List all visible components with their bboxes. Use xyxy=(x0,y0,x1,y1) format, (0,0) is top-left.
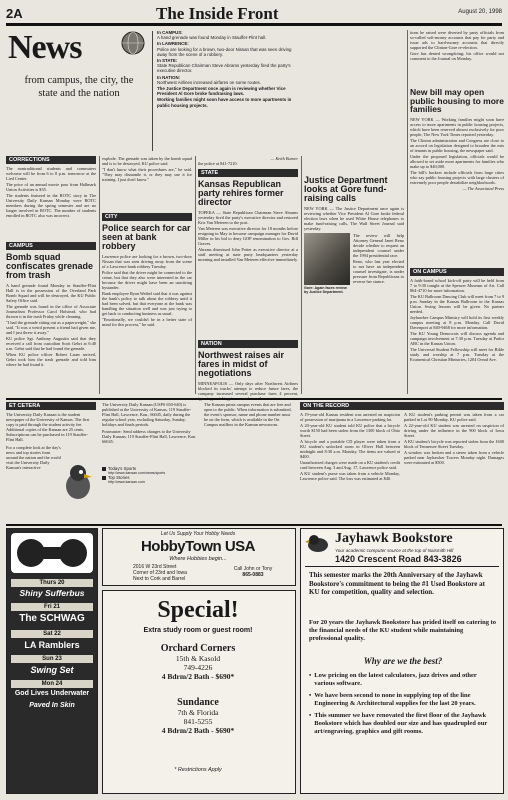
record-item: Unauthorized charges were made on a KU student's credit card between Aug. 3 and Aug. 17, Lawrence police said. xyxy=(300,460,400,470)
web-link-top-stories[interactable]: Top Stories xyxy=(102,475,192,480)
show-day: Mon 24 xyxy=(11,680,93,688)
story-paragraph: A hand grenade found Monday in Stauffer-Flint Hall is in the possession of the Overland Park Bomb Squad and will be destroyed, the KU Public Safety Office said. xyxy=(6,283,96,303)
story-paragraph: "I don't know what their procedures are," he said. "They may dismantle it, or they may use it for training. I just don't know." xyxy=(102,167,192,182)
news-flag-tagline: from campus, the city, the state and the nation xyxy=(24,75,134,99)
ad-lead: This semester marks the 20th Anniversary of the Jayhawk Bookstore's commitment to being the #1 Used Bookstore at KU for competition, quality and selection. xyxy=(309,571,485,596)
story-paragraph: Lawrence police are looking for a brown, two-door Nissan that was seen driving away from the scene of a Lawrence bank robbery Tuesday. xyxy=(102,254,192,269)
record-item: A KU student's parking permit was taken from a car parked in Lot 90 Monday, KU police said. xyxy=(404,412,504,422)
ad-phone: Call John or Tony 865-0883 xyxy=(233,566,273,578)
gore-continued xyxy=(410,30,504,62)
square-bullet-icon xyxy=(102,476,106,480)
story-paragraph: The bill's backers include officials from large cities who say public housing projects with large clusters of extremely poor people destabilize neighborhoods. xyxy=(410,169,504,185)
photo-caption: Gore: Again faces review by Justice Department. xyxy=(304,286,347,295)
postmaster-line: Postmaster: Send address changes to the University Daily Kansan, 119 Stauffer-Flint Hall, Lawrence, Kan. 66045. xyxy=(102,429,197,444)
nation-story xyxy=(198,340,298,402)
event-item: Jayhawker Campus Ministry will hold its first weekly campus meeting at 8 p.m. Monday. Call David Davenport at 840-9468 for more information. xyxy=(410,315,504,330)
on-record-column xyxy=(300,402,504,482)
story-paragraph: When KU police officer Robert Lauer arrived, Gehrt took him the trash grenade and told him where he had found it. xyxy=(6,352,96,367)
campus-headline: Bomb squad confiscates grenade from trash xyxy=(6,252,94,280)
story-paragraph: Bank employee Ryan Weibel said that it was against the bank's policy to talk about the robbery until it had been solved, but that everyone at the bank was handling the situation well and was just trying to get back to conducting business as usual. xyxy=(102,291,192,316)
etcetera-label: ET CETERA xyxy=(6,402,96,410)
state-label: STATE xyxy=(198,169,298,177)
ad-slogan: Where Hobbies begin... xyxy=(169,556,227,562)
issue-date: August 20, 1998 xyxy=(458,9,502,15)
story-paragraph: The grenade was found in the office of Associate Journalism Professor Carol Holstead, who had thrown it in the trash Friday while cleaning. xyxy=(6,304,96,319)
correction-item: The nontraditional students and commuters welcome will be from 6 to 8 p.m. tomorrow at the Lied Center. xyxy=(6,166,96,181)
news-flag-title: News xyxy=(8,29,82,66)
bar-logo xyxy=(11,533,93,573)
show-act: Shiny Sufferbus xyxy=(19,588,85,598)
ad-bullet: • Low pricing on the latest calculators, jazz drives and other various software. xyxy=(309,672,477,687)
story-paragraph: TOPEKA — State Republican Chairman Steve Abrams yesterday fired the party's executive director and restored Kris Van Meteren to the post. xyxy=(198,210,298,225)
nation-label: NATION xyxy=(198,340,298,348)
square-bullet-icon xyxy=(102,467,106,471)
news-divider xyxy=(152,31,153,151)
ad-address: 2016 W 23rd Street Corner of 23rd and Iowa Next to Cork and Barrel xyxy=(133,564,187,582)
event-item: The Universal Student Fellowship will meet for Bible study and worship at 7 p.m. Tuesday at the Ecumenical Christian Ministries, 1204 Oread Ave. xyxy=(410,347,504,362)
hobbytown-ad xyxy=(102,528,296,586)
on-record-label: ON THE RECORD xyxy=(300,402,504,410)
index-item: In LAWRENCE: Police are looking for a brown, two-door Nissan that was seen driving away from the scene of a robbery. xyxy=(157,41,292,57)
story-paragraph: Under the proposed legislation, officials would be allowed to set aside more apartments for families who make up to $40,000. xyxy=(410,153,504,169)
ad-rule xyxy=(6,524,502,526)
ad-tagline: Let Us Supply Your Hobby Needs xyxy=(160,531,236,537)
etcetera-teaser: For a complete look at the day's news and top stories from around the nation and the world visit the University Daily Kansan's interactive xyxy=(6,445,61,470)
record-item: A 19-year-old Kansas resident was arrested on suspicion of possession of marijuana in a Lawrence parking lot. xyxy=(300,412,400,422)
ad-bullet: • We have been second to none in supplying top of the line Engineering & Architectural supplies for the last 20 years. xyxy=(309,692,476,707)
story-paragraph: The Clinton administration and Congress are close to an accord on legislation designed to broaden the mix of tenants in public housing, the newspaper said. xyxy=(410,137,504,153)
story-paragraph: NEW YORK — The Justice Department once again is reviewing whether Vice President Al Gore broke federal election laws when he used White House telephones to make fund-raising calls, The Wall Street Journal said yesterday. xyxy=(304,206,404,231)
section-title: The Inside Front xyxy=(156,4,279,23)
show-act: The SCHWAG xyxy=(19,613,85,624)
pub-line: The University Daily Kansan (USPS 650-640) is published at the University of Kansas, 119 Stauffer-Flint Hall, Lawrence, Kan., 66045, daily during the regular school year, excluding Saturday, Sunday, holidays and finals periods. xyxy=(102,402,192,427)
index-item: In CAMPUS: A hand grenade was found Monday in Stauffer-Flint hall. xyxy=(157,30,267,41)
campus-label: CAMPUS xyxy=(6,242,96,250)
byline: — Keith Burner xyxy=(270,156,298,161)
index-item: Working families might soon have access to more apartments in public housing projects. xyxy=(157,97,292,108)
city-label: CITY xyxy=(102,213,192,221)
page-number: 2A xyxy=(6,6,23,21)
show-act: God Lives Underwater xyxy=(14,690,90,697)
show-act: Paved In Skin xyxy=(29,702,75,709)
campus-continued xyxy=(102,156,192,183)
web-links xyxy=(102,466,192,484)
housing-headline: New bill may open public housing to more families xyxy=(410,87,504,114)
city-story xyxy=(102,213,192,328)
show-day: Sat 22 xyxy=(11,630,93,638)
story-paragraph: Police said that the driver might be connected to the crime, but that they also were interested in the car because the driver might have been an unwitting bystander. xyxy=(102,270,192,290)
correction-item: The price of an annual movie pass from Hallmark Union Activities is $35. xyxy=(6,182,96,192)
ad-tagline: Your academic computer source at the top of Naismith Hill xyxy=(335,548,454,553)
show-day: Fri 21 xyxy=(11,603,93,611)
gore-story xyxy=(304,176,404,294)
story-paragraph: KU police Sgt. Anthony Augustin said that they received a call from custodian Scott Gehrt at 6:40 a.m. Gehrt said that he had found the grenade. xyxy=(6,336,96,351)
apartment-special-ad xyxy=(102,590,296,794)
corrections-column xyxy=(6,156,96,219)
housing-story xyxy=(410,88,504,191)
listing-orchard: Orchard Corners 15th & Kasold 749-4226 4 Bdrm/2 Bath - $690* xyxy=(160,643,236,681)
story-paragraph: Abrams dismissed John Potter as executive director at a staff meeting at state party headquarters yesterday morning and installed Van Meteren effective immediately. xyxy=(198,247,298,262)
show-day: Thurs 20 xyxy=(11,579,93,587)
byline: — The Associated Press xyxy=(462,185,504,191)
state-story xyxy=(198,156,298,263)
record-item: A KU student's purse was taken from a vehicle Monday, Lawrence police said. The loss was estimated at $40. xyxy=(300,471,400,481)
story-paragraph: tions he raised were diverted by party officials from so-called soft-money accounts that pay for party and issue ads to hard-money accounts that directly supported the Clinton-Gore re-election. xyxy=(410,30,504,50)
story-paragraph: "I had the grenade sitting out as a paperweight," she said. "It was a weird present a friend had given me, and I just threw it away." xyxy=(6,320,96,335)
story-paragraph: explode. The grenade was taken by the bomb squad and is to be destroyed, KU police said. xyxy=(102,156,192,166)
jayhawk-mascot-icon xyxy=(62,462,94,502)
ad-title: Special! xyxy=(157,597,239,623)
event-item: A faith-based school kick-off party will be held from 7 to 9:30 tonight at the Spencer Museum of Art. Call 864-4710 for more information. xyxy=(410,278,504,293)
correction-item: The students featured in the ROTC story in The University Daily Kansan Monday were ROTC members during the spring semester and are no longer involved in ROTC. The number of students enrolled in ROTC also was incorrect. xyxy=(6,193,96,218)
web-link-url[interactable]: http://www.kansan.com/news/sports xyxy=(108,471,166,475)
submission-note: The Kansan prints campus events that are free and open to the public. When information is submitted, the event's sponsor, name and phone number must be on the form, which is available in the On Campus mailbox in the Kansan newsroom. xyxy=(204,402,292,427)
web-link-sports[interactable]: Today's Sports xyxy=(102,466,192,471)
story-paragraph: NEW YORK — Working families might soon have access to more apartments in public housing projects, which have been reserved almost exclusively for poor people, The New York Times reported yesterday. xyxy=(410,116,504,137)
gore-headline: Justice Department looks at Gore fund-raising calls xyxy=(304,175,388,203)
column-rule xyxy=(407,30,408,394)
record-item: A KU student's bicycle was reported stolen from the 1600 block of Tennessee Street Tuesday. xyxy=(404,439,504,449)
nation-headline: Northwest raises air fares in midst of negotiations xyxy=(198,350,285,378)
story-paragraph: The review will help Attorney General Janet Reno decide whether to request an independent counsel under the 1994 presidential race. xyxy=(353,233,404,258)
news-index xyxy=(157,30,299,108)
index-item: In STATE: State Republican Chairman Steve Abrams yesterday fired the party's executive director. xyxy=(157,58,291,74)
ad-phone: 1420 Crescent Road 843-3826 xyxy=(335,554,462,564)
ad-bullets xyxy=(309,672,497,736)
event-item: The KU Young Democrats will discuss agenda and campaign involvement at 7:30 p.m. Tuesday at Parlor ABC in the Kansas Union. xyxy=(410,331,504,346)
column-rule xyxy=(301,156,302,394)
story-paragraph: the police at 841-7210. xyxy=(198,161,238,166)
column-rule xyxy=(195,156,196,394)
ad-divider xyxy=(305,566,499,567)
campus-story xyxy=(6,242,96,368)
bar-ad xyxy=(6,528,98,794)
record-item: A window was broken and a stereo taken from a vehicle parked near Jayhawker Towers Monday night. Damages were estimated at $500. xyxy=(404,450,504,465)
event-item: The KU Ballroom Dancing Club will meet from 7 to 9 p.m. Sunday in the Kansas Ballroom in the Kansas Union. Swing lessons will be given. No partner needed. xyxy=(410,294,504,314)
ad-footnote: * Restrictions Apply xyxy=(174,767,222,773)
etcetera-body: The University Daily Kansan is the student newspaper of the University of Kansas. The first copy is paid through the student activity fee. Additional copies of the Kansan are 25 cents. Subscriptions can be purchased in 119 Stauffer-Flint Hall. xyxy=(6,412,90,442)
jayhawk-bookstore-ad xyxy=(300,528,504,794)
ad-brand: Jayhawk Bookstore xyxy=(335,531,453,546)
on-campus-label: ON CAMPUS xyxy=(410,268,504,276)
show-act: LA Ramblers xyxy=(24,640,80,650)
story-paragraph: MINNEAPOLIS — Only days after Northwest Airlines blocked its trucks' attempt to reduce future fares, the company increased several purchase fares 4 percent, xyxy=(198,381,298,396)
folio-bar xyxy=(6,6,502,22)
ad-why: Why are we the best? xyxy=(363,656,443,666)
story-paragraph: Gore has denied wrongdoing; his office would not comment to the Journal on Monday. xyxy=(410,51,504,61)
record-item: A 20-year-old KU student told KU police that a bicycle worth $150 had been stolen from the 1300 block of Ohio Street. xyxy=(300,423,400,438)
column-rule xyxy=(99,156,100,394)
ad-bullet: • This summer we have renovated the first floor of the Jayhawk Bookstore which has doubled our size and has quadrupled our art/engraving, graphics and gift rooms. xyxy=(309,712,488,735)
index-item: The Justice Department once again is reviewing whether Vice President Al Gore broke fundraising laws. xyxy=(157,86,286,97)
section-rule xyxy=(6,398,502,400)
corrections-label: CORRECTIONS xyxy=(6,156,96,164)
listing-sundance: Sundance 7th & Florida 841-5255 4 Bdrm/2 Bath - $690* xyxy=(161,697,235,735)
folio-rule xyxy=(6,23,502,26)
show-day: Sun 23 xyxy=(11,655,93,663)
gore-photo xyxy=(304,233,350,285)
show-act: Swing Set xyxy=(30,665,74,675)
city-headline: Police search for car seen at bank robbery xyxy=(102,223,191,251)
etcetera-box xyxy=(6,402,96,470)
story-paragraph: Van Meteren was executive director for 18 months before resigning in May to become campaign manager for David Miller in his bid to deny GOP renomination to Gov. Bill Graves. xyxy=(198,226,298,246)
story-paragraph: "Emotionally, we couldn't be in a better state of mind for this process," he said. xyxy=(102,317,192,327)
index-item: In NATION: Northwest Airlines increased airfares on some routes. xyxy=(157,74,261,85)
on-campus-column xyxy=(410,268,504,363)
web-link-url[interactable]: http://www.kansan.com xyxy=(108,480,145,485)
jayhawk-logo-icon xyxy=(305,533,331,553)
record-item: A 22-year-old KU student was arrested on suspicion of driving under the influence in the 900 block of Iowa Street. xyxy=(404,423,504,438)
story-paragraph: Reno, who last year elected to not have an independent counsel investigate, is under pressure from Republicans to reverse her stance. xyxy=(353,259,404,284)
ad-paragraph: For 20 years the Jayhawk Bookstore has prided itself on catering to the financial needs of the KU student while maintaining professional quality. xyxy=(309,619,496,642)
record-item: A bicycle and a portable CD player were taken from a KU student's unlocked room in Oliver Hall between midnight and 8:30 a.m. Monday. The items are valued at $400. xyxy=(300,439,400,459)
ad-subtitle: Extra study room or guest room! xyxy=(143,627,253,634)
publication-info xyxy=(102,402,198,444)
ad-brand: HobbyTown USA xyxy=(140,538,256,555)
state-headline: Kansas Republican party rehires former director xyxy=(198,179,284,207)
globe-icon xyxy=(118,30,148,56)
